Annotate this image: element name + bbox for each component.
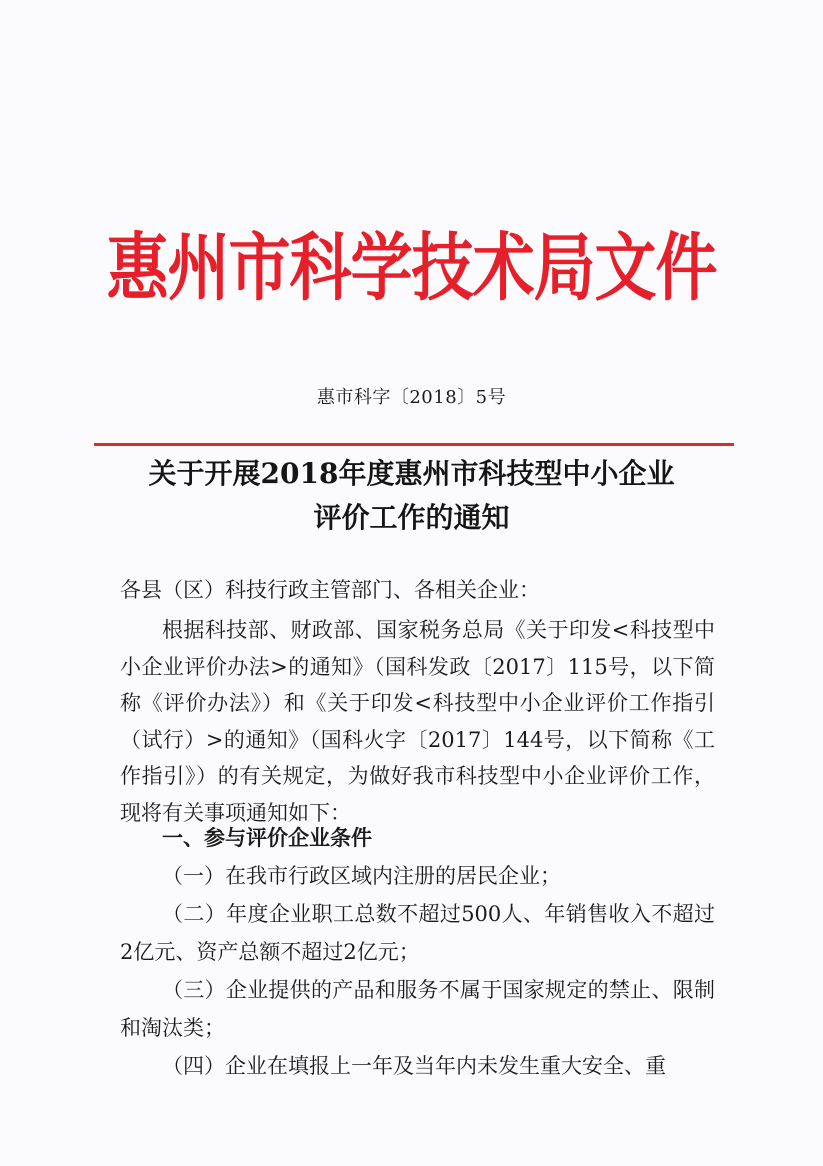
list-item: （一）在我市行政区域内注册的居民企业； [162, 864, 561, 888]
section-heading-1: 一、参与评价企业条件 [162, 826, 372, 850]
notice-title [0, 452, 823, 540]
notice-title-line-1: 关于开展2018年度惠州市科技型中小企业 [148, 457, 675, 490]
document-number: 惠市科字〔2018〕5号 [316, 387, 507, 408]
list-item: （四）企业在填报上一年及当年内未发生重大安全、重 [162, 1054, 666, 1078]
list-item: （三）企业提供的产品和服务不属于国家规定的禁止、限制和淘汰类； [120, 978, 715, 1040]
list-item: （二）年度企业职工总数不超过500人、年销售收入不超过2亿元、资产总额不超过2亿元； [120, 902, 715, 964]
notice-title-line-2: 评价工作的通知 [313, 501, 510, 534]
issuer-title: 惠州市科学技术局文件 [106, 224, 717, 311]
intro-paragraph: 根据科技部、财政部、国家税务总局《关于印发<科技型中小企业评价办法>的通知》（国科发政〔2017〕115号，以下简称《评价办法》）和《关于印发<科技型中小企业评价工作指引（试行）>的通知》（国科火字〔2017〕144号，以下简称《工作指引》）的有关规定，为做好我市科技型中小企业评价工作，现将有关事项通知如下： [120, 618, 715, 825]
red-divider-line [94, 443, 734, 446]
addressee: 各县（区）科技行政主管部门、各相关企业： [120, 578, 540, 602]
conditions-list [120, 857, 715, 1085]
